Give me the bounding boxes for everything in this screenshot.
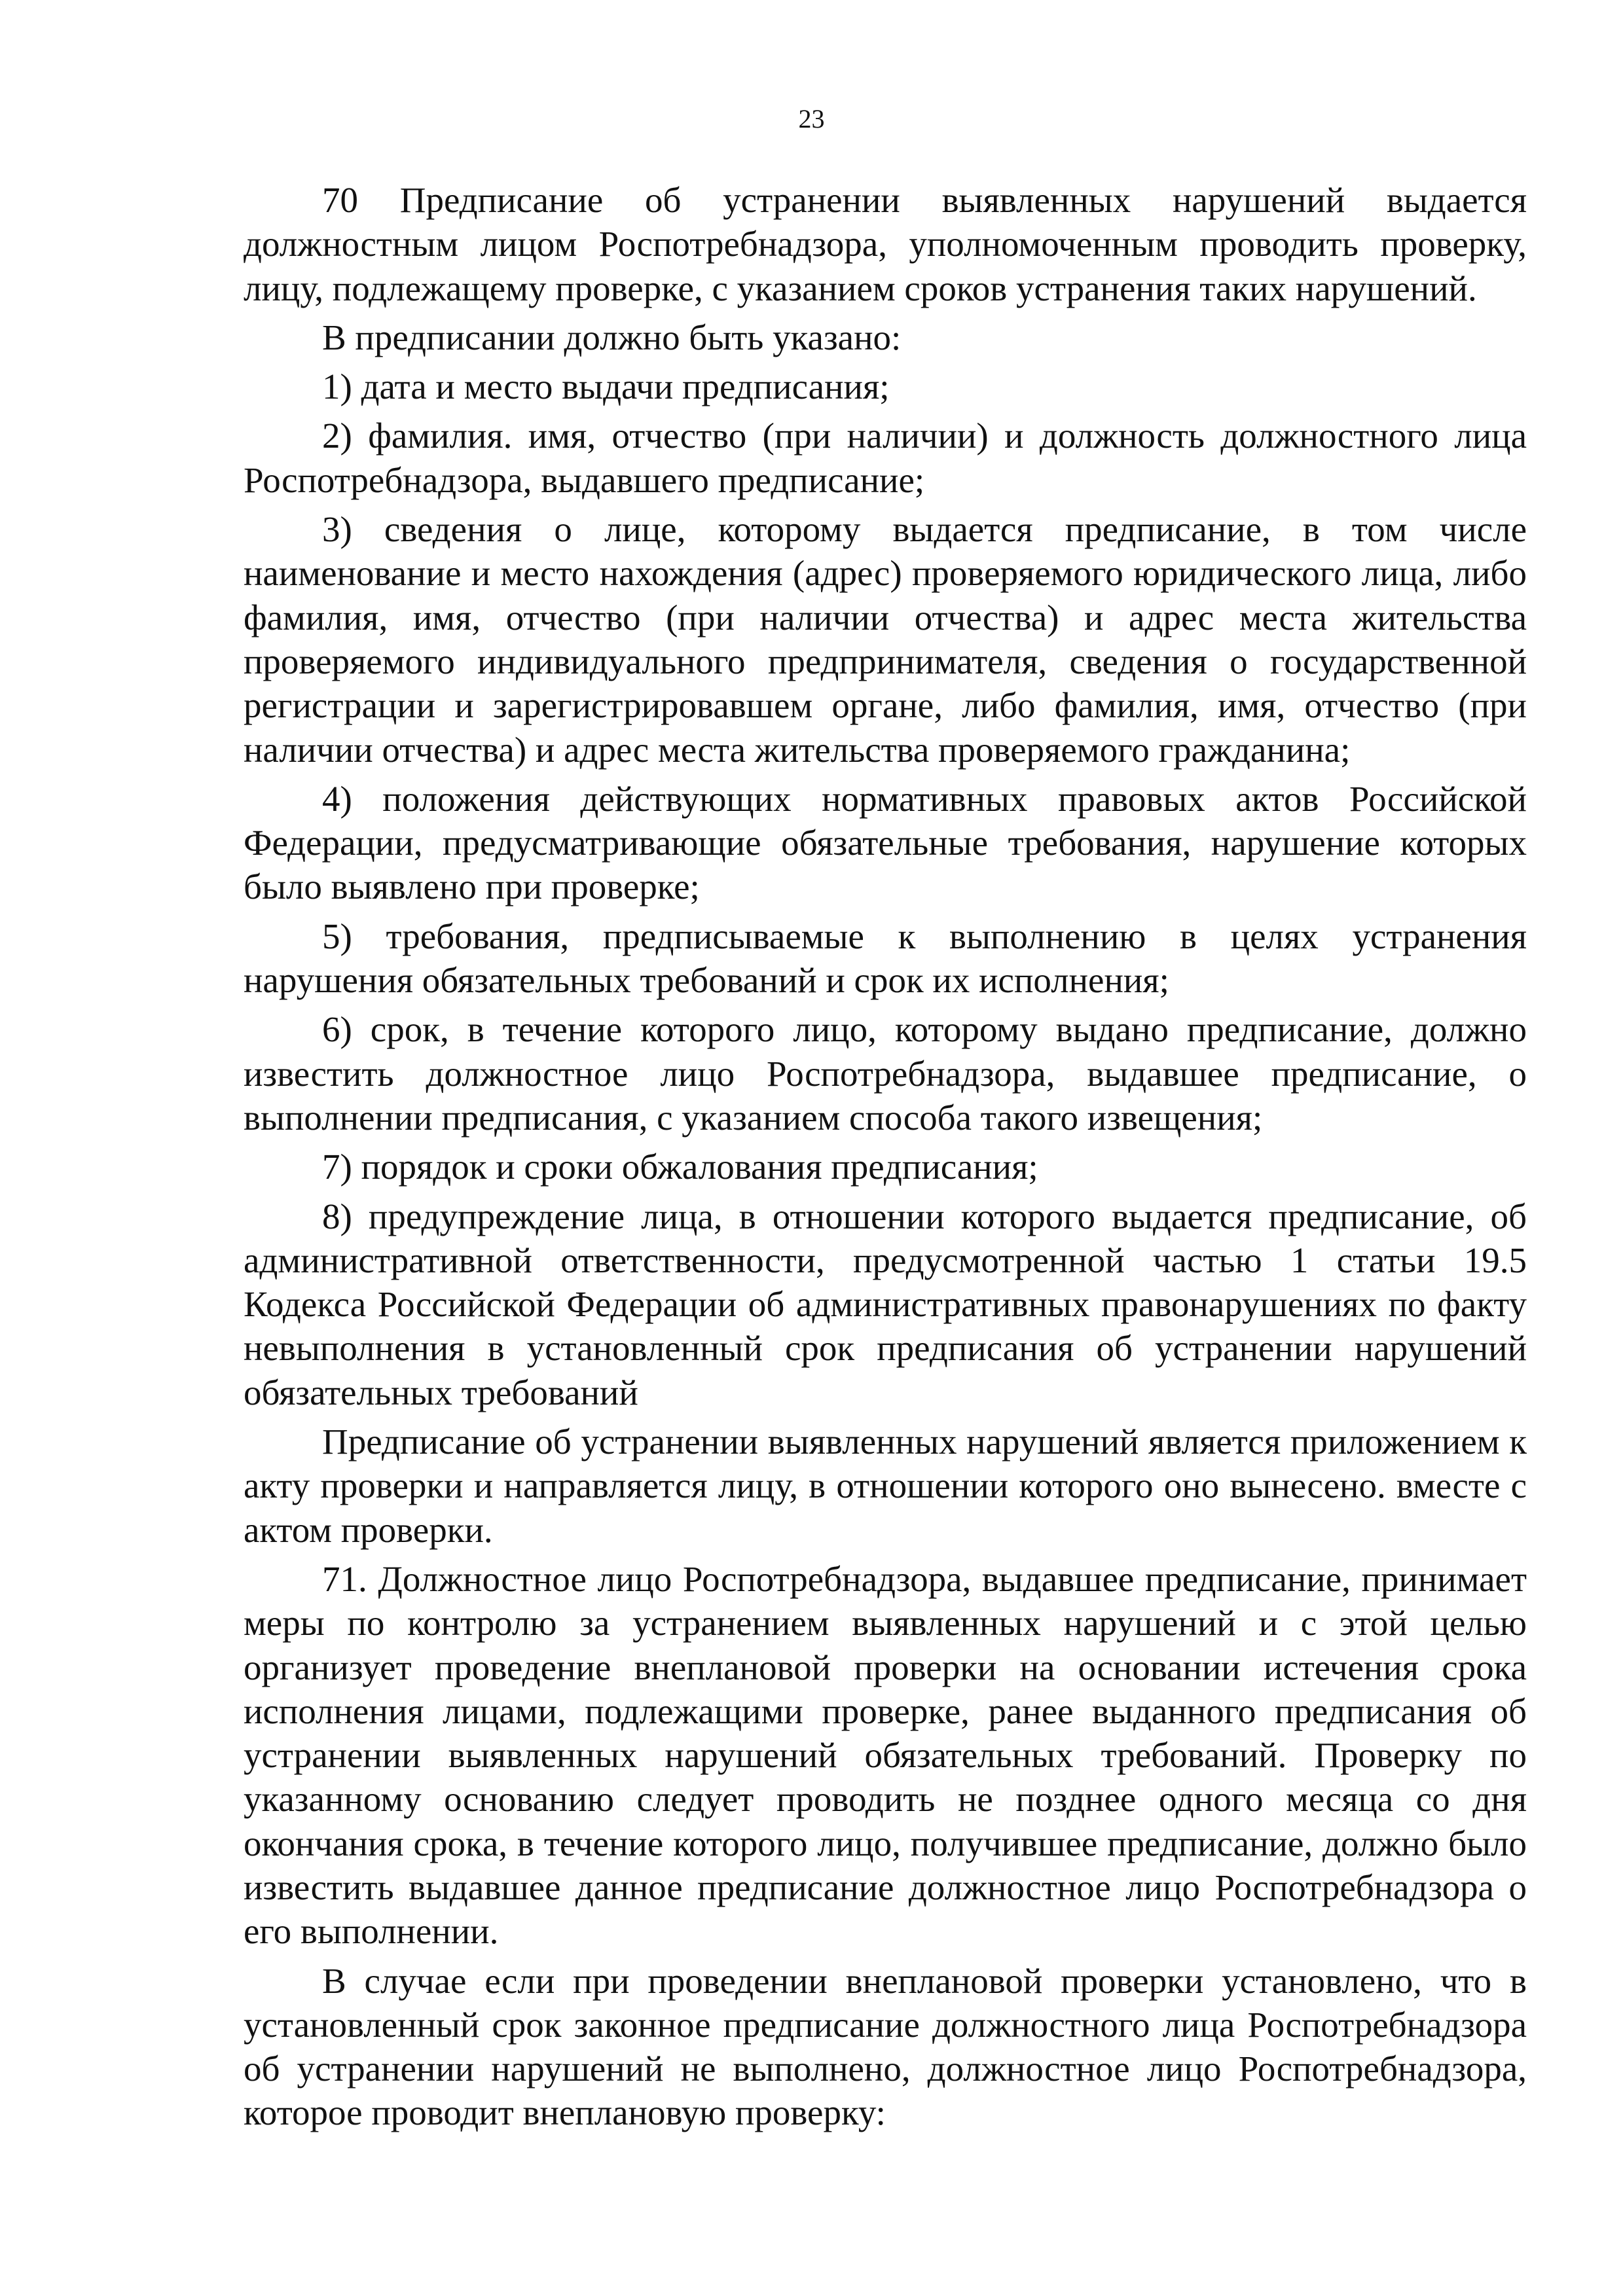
- list-item-2: 2) фамилия. имя, отчество (при наличии) и должность должностного лица Роспотребнадзора, выдавшего предписание;: [244, 416, 1527, 500]
- list-item-7: 7) порядок и сроки обжалования предписания;: [322, 1147, 1038, 1187]
- list-item-1: 1) дата и место выдачи предписания;: [322, 367, 890, 407]
- list-item-8: 8) предупреждение лица, в отношении которого выдается предписание, об административной ответственности, предусмотренной частью 1 статьи 19.5 Кодекса Российской Федерации об административных правонарушениях по факту невыполнения в установленный срок предписания об устранении нарушений обязательных требований: [244, 1196, 1527, 1412]
- paragraph-if-not-fulfilled: В случае если при проведении внеплановой проверки установлено, что в установленный срок законное предписание должностного лица Роспотребнадзора об устранении нарушений не выполнено, должностное лицо Роспотребнадзора, которое проводит внеплановую проверку:: [244, 1960, 1527, 2133]
- list-item-5: 5) требования, предписываемые к выполнению в целях устранения нарушения обязательных требований и срок их исполнения;: [244, 916, 1527, 1001]
- list-item-3: 3) сведения о лице, которому выдается предписание, в том числе наименование и место нахождения (адрес) проверяемого юридического лица, либо фамилия, имя, отчество (при наличии отчества) и адрес места жительства проверяемого индивидуального предпринимателя, сведения о государственной регистрации и зарегистрировавшем органе, либо фамилия, имя, отчество (при наличии отчества) и адрес места жительства проверяемого гражданина;: [244, 509, 1527, 770]
- page-number: 23: [798, 104, 825, 134]
- document-body: [244, 178, 1527, 2140]
- paragraph-71-control: 71. Должностное лицо Роспотребнадзора, выдавшее предписание, принимает меры по контролю за устранением выявленных нарушений и с этой целью организует проведение внеплановой проверки на основании истечения срока исполнения лицами, подлежащими проверке, ранее выданного предписания об устранении выявленных нарушений обязательных требований. Проверку по указанному основанию следует проводить не позднее одного месяца со дня окончания срока, в течение которого лицо, получившее предписание, должно было известить выдавшее данное предписание должностное лицо Роспотребнадзора о его выполнении.: [244, 1558, 1527, 1952]
- paragraph-must-specify: В предписании должно быть указано:: [322, 317, 902, 357]
- paragraph-70-prescription: 70 Предписание об устранении выявленных нарушений выдается должностным лицом Роспотребнадзора, уполномоченным проводить проверку, лицу, подлежащему проверке, с указанием сроков устранения таких нарушений.: [244, 180, 1527, 308]
- list-item-6: 6) срок, в течение которого лицо, которому выдано предписание, должно известить должностное лицо Роспотребнадзора, выдавшее предписание, о выполнении предписания, с указанием способа такого извещения;: [244, 1009, 1527, 1138]
- list-item-4: 4) положения действующих нормативных правовых актов Российской Федерации, предусматривающие обязательные требования, нарушение которых было выявлено при проверке;: [244, 778, 1527, 907]
- paragraph-prescription-appendix: Предписание об устранении выявленных нарушений является приложением к акту проверки и направляется лицу, в отношении которого оно вынесено. вместе с актом проверки.: [244, 1422, 1527, 1550]
